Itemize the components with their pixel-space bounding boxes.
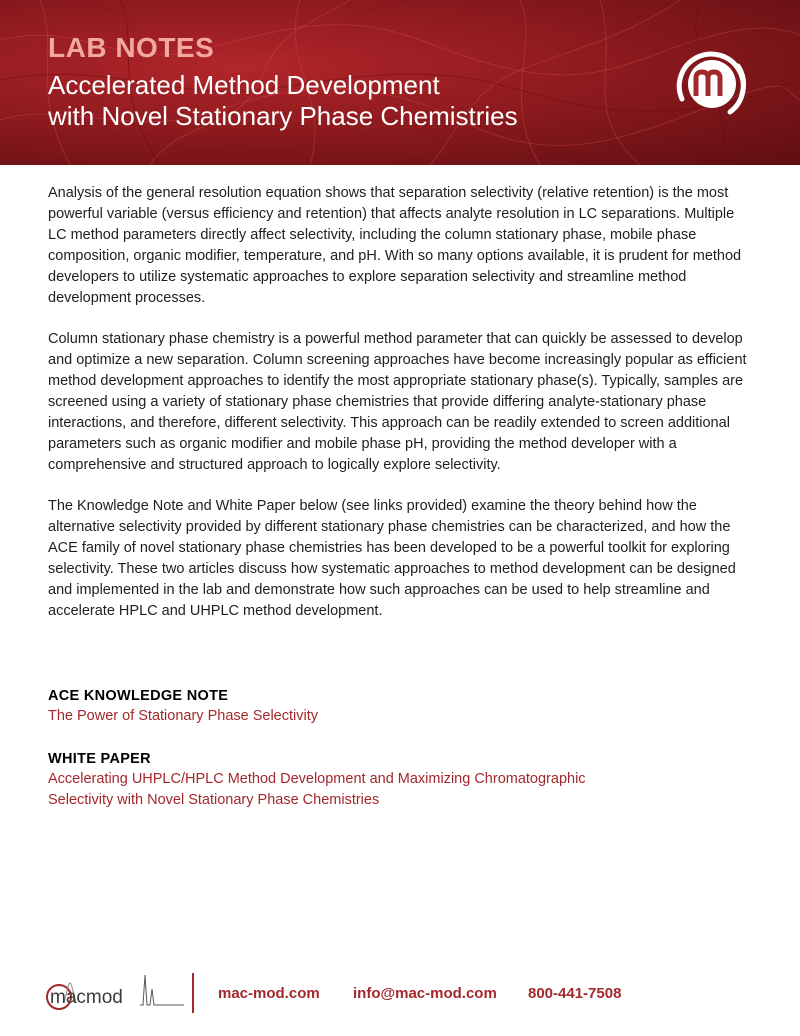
body-paragraph-2: Column stationary phase chemistry is a powerful method parameter that can quickly be assessed to develop and optimize a new separation. Column screening approaches have become increasingly popular as efficient method development approaches to identify the most appropriate stationary phase(s). Typically, samples are screened using a variety of stationary phase chemistries that provide differing analyte-stationary phase interactions, and therefore, different selectivity. This approach can be readily extended to screen additional parameters such as organic modifier and mobile phase pH, providing the method developer with a comprehensive and structured approach to logically explore selectivity. (48, 331, 747, 473)
eyebrow-label: LAB NOTES (48, 32, 215, 63)
macmod-logo (44, 965, 184, 1015)
footer (44, 965, 764, 1015)
article-body (48, 183, 756, 642)
white-paper-block (48, 749, 756, 811)
white-paper-link[interactable] (48, 771, 586, 808)
white-paper-heading: WHITE PAPER (48, 751, 151, 767)
knowledge-note-block (48, 686, 756, 727)
title-line-1: Accelerated Method Development (48, 70, 440, 100)
body-paragraph-1: Analysis of the general resolution equation shows that separation selectivity (relative retention) is the most powerful variable (versus efficiency and retention) that affects analyte resolution in LC separations. Multiple LC method parameters directly affect selectivity, including the column stationary phase, mobile phase composition, organic modifier, temperature, and pH. With so many options available, it is prudent for method developers to utilize systematic approaches to explore separation selectivity and streamline method development processes. (48, 185, 742, 306)
knowledge-note-link[interactable]: The Power of Stationary Phase Selectivity (48, 708, 318, 724)
phone-link[interactable]: 800-441-7508 (528, 985, 622, 1002)
white-paper-link-line-1: Accelerating UHPLC/HPLC Method Development and Maximizing Chromatographic (48, 771, 586, 787)
title-line-2: with Novel Stationary Phase Chemistries (48, 101, 518, 131)
macmod-m-logo-icon (672, 44, 752, 124)
website-link[interactable]: mac-mod.com (218, 985, 320, 1002)
white-paper-link-line-2: Selectivity with Novel Stationary Phase Chemistries (48, 792, 380, 808)
resource-links (48, 686, 756, 833)
knowledge-note-heading: ACE KNOWLEDGE NOTE (48, 688, 229, 704)
body-paragraph-3: The Knowledge Note and White Paper below (see links provided) examine the theory behind how the alternative selectivity provided by different stationary phase chemistries can be characterized, and how the ACE family of novel stationary phase chemistries has been developed to be a powerful toolkit for exploring selectivity. These two articles discuss how systematic approaches to method development can be designed and implemented in the lab and demonstrate how such approaches can be used to help streamline and accelerate HPLC and UHPLC method development. (48, 498, 736, 619)
page-title (48, 70, 648, 132)
footer-divider (192, 973, 194, 1013)
header-banner (0, 0, 800, 165)
footer-logo-text: macmod (50, 987, 123, 1008)
email-link[interactable]: info@mac-mod.com (353, 985, 497, 1002)
